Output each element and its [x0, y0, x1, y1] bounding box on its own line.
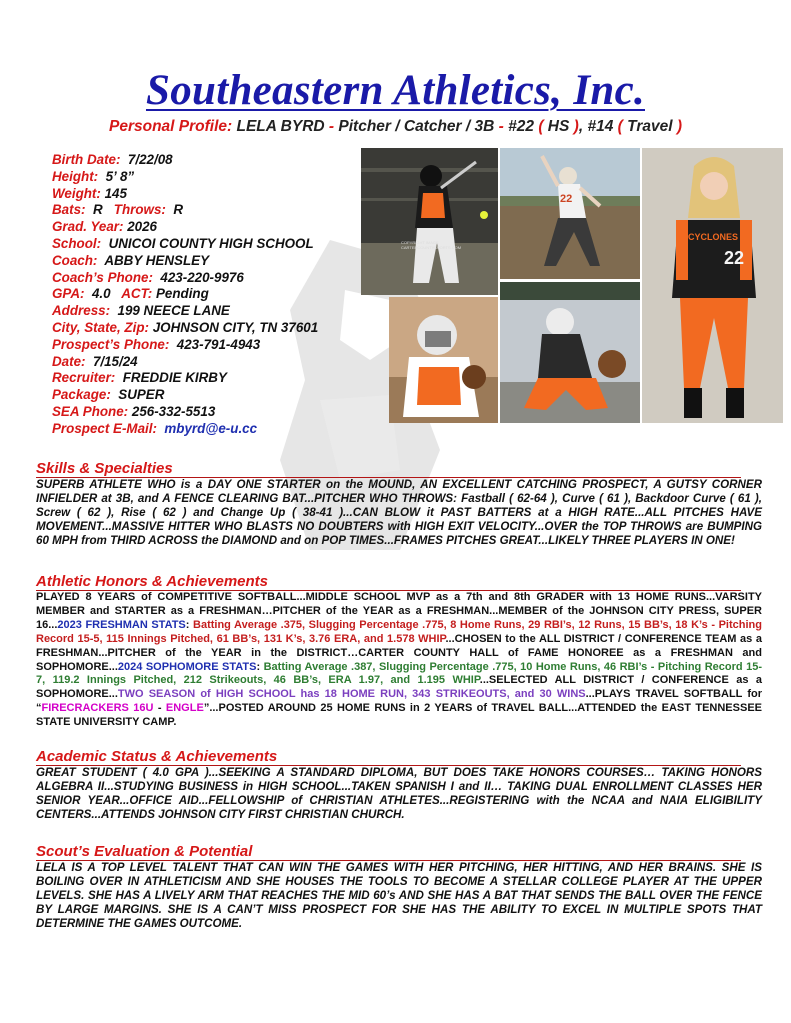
section-skills-heading: Skills & Specialties — [36, 460, 741, 478]
info-height: Height: 5’ 8” — [52, 168, 135, 184]
info-city-state-zip: City, State, Zip: JOHNSON CITY, TN 37601 — [52, 319, 319, 335]
academic-text: GREAT STUDENT ( 4.0 GPA )...SEEKING A STANDARD DIPLOMA, BUT DOES TAKE HONORS COURSES… TAKING HONORS ALGEBRA II...STUDYING BUSINESS in HIGH SCHOOL...TAKEN SPANISH I and II… TAKING DUAL ENROLLMENT CLASSES HER SENIOR YEAR...OFFICE AID...FELLOWSHIP of CHRISTIAN ATHLETES...REGISTERING with the NCAA and NAIA ELIGIBILITY CENTERS...ATTENDS JOHNSON CITY FIRST CHRISTIAN CHURCH. — [36, 766, 762, 822]
travel-team-name: FIRECRACKERS 16U — [41, 702, 154, 715]
profile-positions: Pitcher / Catcher / 3B — [338, 118, 495, 135]
info-coach: Coach: ABBY HENSLEY — [52, 252, 210, 268]
info-gpa-act: GPA: 4.0 ACT: Pending — [52, 286, 209, 302]
profile-hs: HS — [547, 118, 570, 135]
info-prospect-email[interactable]: Prospect E-Mail: mbyrd@e-u.cc — [52, 420, 258, 436]
catcher-closeup-photo — [389, 297, 498, 423]
info-package: Package: SUPER — [52, 387, 165, 403]
pitcher-number: 22 — [560, 193, 573, 205]
info-date: Date: 7/15/24 — [52, 353, 138, 369]
info-address: Address: 199 NEECE LANE — [52, 303, 230, 319]
info-school: School: UNICOI COUNTY HIGH SCHOOL — [52, 235, 314, 251]
page-title: Southeastern Athletics, Inc. — [145, 67, 645, 114]
info-recruiter: Recruiter: FREDDIE KIRBY — [52, 370, 227, 386]
section-honors-heading: Athletic Honors & Achievements — [36, 573, 741, 591]
pitching-photo — [500, 148, 640, 279]
profile-travel-number: #14 — [587, 118, 614, 135]
section-academic-heading: Academic Status & Achievements — [36, 748, 741, 766]
two-season-stats: TWO SEASON of HIGH SCHOOL has 18 HOME RUN, 343 STRIKEOUTS, and 30 WINS — [117, 688, 586, 701]
info-grad-year: Grad. Year: 2026 — [52, 219, 157, 235]
profile-hs-number: #22 — [508, 118, 534, 135]
freshman-stats-label: 2023 FRESHMAN STATS — [57, 618, 186, 631]
section-scout-heading: Scout’s Evaluation & Potential — [36, 843, 741, 861]
info-coach-phone: Coach’s Phone: 423-220-9976 — [52, 269, 244, 285]
scout-text: LELA IS A TOP LEVEL TALENT THAT CAN WIN THE GAMES WITH HER PITCHING, HER HITTING, AND HER BRAINS. SHE IS BOILING OVER IN ATHLETICISM AND SHE HOUSES THE TOOLS TO BECOME A STELLAR COLLEGE PLAYER AT THE UPPER LEVELS. SHE HAS A LIVELY ARM THAT REACHES THE MID 60’s AND SHE HAS A BAT THAT SENDS THE BALL OVER THE FENCE BY LARGE MARGINS. SHE IS A CAN’T MISS PROSPECT FOR SHE HAS THE ABILITY TO EXCEL IN MULTIPLE SPOTS THAT DETERMINE THE GAMES OUTCOME. — [36, 861, 762, 931]
info-sea-phone: SEA Phone: 256-332-5513 — [52, 403, 216, 419]
info-bats-throws: Bats: R Throws: R — [52, 202, 183, 218]
photo-watermark-1: COPYRIGHT IMAGE CARTERCOUNTYSPORTS.COM — [401, 240, 462, 250]
catcher-squat-photo — [500, 282, 640, 423]
profile-name: LELA BYRD — [236, 118, 325, 135]
profile-travel: Travel — [627, 118, 673, 135]
profile-label: Personal Profile: — [108, 118, 233, 135]
skills-text: SUPERB ATHLETE WHO is a DAY ONE STARTER on the MOUND, AN EXCELLENT CATCHING PROSPECT, A GUTSY CORNER INFIELDER at 3B, and A FENCE CLEARING BAT...PITCHER WHO THROWS: Fastball ( 62-64 ), Curve ( 61 ), Backdoor Curve ( 61 ), Screw ( 62 ), Rise ( 62 ) and Change Up ( 38-41 )...CAN BLOW it PAST BATTERS at a HIGH RATE...ALL PITCHES HAVE MOVEMENT...MASSIVE HITTER WHO BLASTS NO DOUBTERS with HIGH EXIT VELOCITY...OVER the TOP THROWS are BUMPING 60 MPH from THIRD ACROSS the DIAMOND and on POP TIMES...FRAMES PITCHES GREAT...LIKELY THREE PLAYERS IN ONE! — [36, 478, 762, 548]
sophomore-stats: Batting Average .387, Slugging Percentage .775, 10 Home Runs, 46 RBI’s - Pitching Record 15-7, 119.2 Innings Pitched, 212 Strikeouts, 46 BB’s, ERA 1.97, and 1.195 WHIP — [36, 660, 762, 687]
info-weight: Weight: 145 — [52, 185, 127, 201]
jersey-text: CYCLONES — [688, 232, 739, 242]
sophomore-stats-label: 2024 SOPHOMORE STATS — [117, 660, 257, 673]
info-prospect-phone: Prospect’s Phone: 423-791-4943 — [52, 336, 261, 352]
freshman-stats: Batting Average .375, Slugging Percentage .775, 8 Home Runs, 29 RBI’s, 12 Runs, 15 BB’s, 18 K’s - Pitching Record 15-5, 115 Innings Pitched, 61 BB’s, 131 K’s, 3.76 ERA, and 1.578 WHIP — [36, 618, 762, 645]
info-birth-date: Birth Date: 7/22/08 — [52, 152, 173, 167]
batting-photo — [361, 148, 498, 295]
info-list — [52, 152, 318, 438]
honors-text: PLAYED 8 YEARS of COMPETITIVE SOFTBALL...MIDDLE SCHOOL MVP as a 7th and 8th GRADER with 13 HOME RUNS...VARSITY MEMBER and STARTER as a FRESHMAN…PITCHER of the YEAR as a FRESHMAN...MEMBER of the JOHNSON CITY PRESS, SUPER 16...2023 FRESHMAN STATS: Batting Average .375, Slugging Percentage .775, 8 Home Runs, 29 RBI’s, 12 Runs, 15 BB’s, 18 K’s - Pitching Record 15-5, 115 Innings Pitched, 61 BB’s, 131 K’s, 3.76 ERA, and 1.578 WHIP...CHOSEN to the ALL DISTRICT / CONFERENCE TEAM as a FRESHMAN...PITCHER of the YEAR in the DISTRICT…CARTER COUNTY HALL of FAME HONOREE as a FRESHMAN and SOPHOMORE...2024 SOPHOMORE STATS: Batting Average .387, Slugging Percentage .775, 10 Home Runs, 46 RBI’s - Pitching Record 15-7, 119.2 Innings Pitched, 212 Strikeouts, 46 BB’s, ERA 1.97, and 1.195 WHIP...SELECTED ALL DISTRICT / CONFERENCE as a SOPHOMORE...TWO SEASON of HIGH SCHOOL has 18 HOME RUN, 343 STRIKEOUTS, and 30 WINS...PLAYS TRAVEL SOFTBALL for “FIRECRACKERS 16U - ENGLE”...POSTED AROUND 25 HOME RUNS in 2 YEARS of TRAVEL BALL...ATTENDED the EAST TENNESSEE STATE UNIVERSITY CAMP. — [36, 591, 762, 729]
portrait-photo — [642, 148, 783, 423]
travel-coach-name: ENGLE — [165, 702, 204, 715]
jersey-number: 22 — [724, 248, 745, 268]
personal-profile-line: Personal Profile: LELA BYRD - Pitcher / Catcher / 3B - #22 ( HS ), #14 ( Travel ) — [108, 118, 682, 135]
